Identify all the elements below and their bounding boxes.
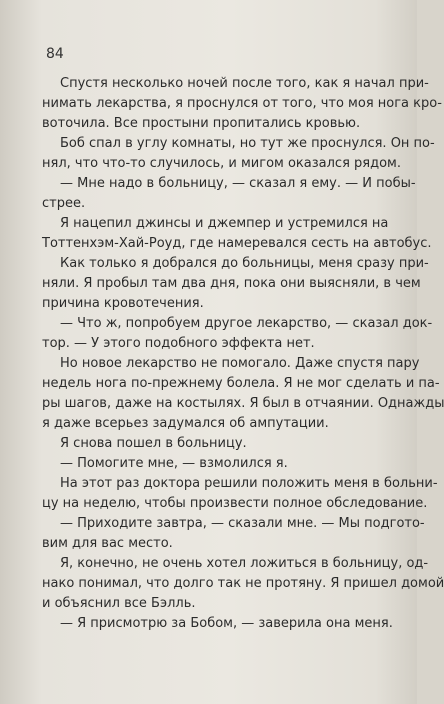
- text-line: ры шагов, даже на костылях. Я был в отчаянии. Однажды: [42, 396, 444, 411]
- text-line: — Я присмотрю за Бобом, — заверила она меня.: [60, 616, 393, 631]
- text-line: тор. — У этого подобного эффекта нет.: [42, 336, 315, 351]
- text-line: вим для вас место.: [42, 536, 173, 551]
- text-line: Я, конечно, не очень хотел ложиться в больницу, од-: [60, 556, 429, 571]
- text-line: Как только я добрался до больницы, меня сразу при-: [60, 256, 429, 271]
- text-line: недель нога по-прежнему болела. Я не мог сделать и па-: [42, 376, 440, 391]
- text-line: — Помогите мне, — взмолился я.: [60, 456, 288, 471]
- text-line: нял, что что-то случилось, и мигом оказался рядом.: [42, 156, 401, 171]
- text-line: цу на неделю, чтобы произвести полное обследование.: [42, 496, 428, 511]
- text-line: Тоттенхэм-Хай-Роуд, где намеревался сесть на автобус.: [42, 236, 432, 251]
- text-line: и объяснил все Бэлль.: [42, 596, 196, 611]
- page-number: 84: [46, 46, 64, 62]
- text-line: Боб спал в углу комнаты, но тут же проснулся. Он по-: [60, 136, 435, 151]
- text-line: Я нацепил джинсы и джемпер и устремился на: [60, 216, 389, 231]
- body-text: [42, 74, 444, 634]
- text-line: — Мне надо в больницу, — сказал я ему. — И побы-: [60, 176, 416, 191]
- text-line: стрее.: [42, 196, 86, 211]
- text-line: На этот раз доктора решили положить меня в больни-: [60, 476, 438, 491]
- text-line: нако понимал, что долго так не протяну. Я пришел домой: [42, 576, 444, 591]
- text-line: нимать лекарства, я проснулся от того, что моя нога кро-: [42, 96, 442, 111]
- text-line: я даже всерьез задумался об ампутации.: [42, 416, 329, 431]
- text-line: Спустя несколько ночей после того, как я начал при-: [60, 76, 429, 91]
- text-line: — Приходите завтра, — сказали мне. — Мы подгото-: [60, 516, 425, 531]
- text-line: воточила. Все простыни пропитались кровью.: [42, 116, 361, 131]
- text-line: Я снова пошел в больницу.: [60, 436, 247, 451]
- text-line: Но новое лекарство не помогало. Даже спустя пару: [60, 356, 420, 371]
- text-line: няли. Я пробыл там два дня, пока они выясняли, в чем: [42, 276, 421, 291]
- text-line: — Что ж, попробуем другое лекарство, — сказал док-: [60, 316, 433, 331]
- text-line: причина кровотечения.: [42, 296, 204, 311]
